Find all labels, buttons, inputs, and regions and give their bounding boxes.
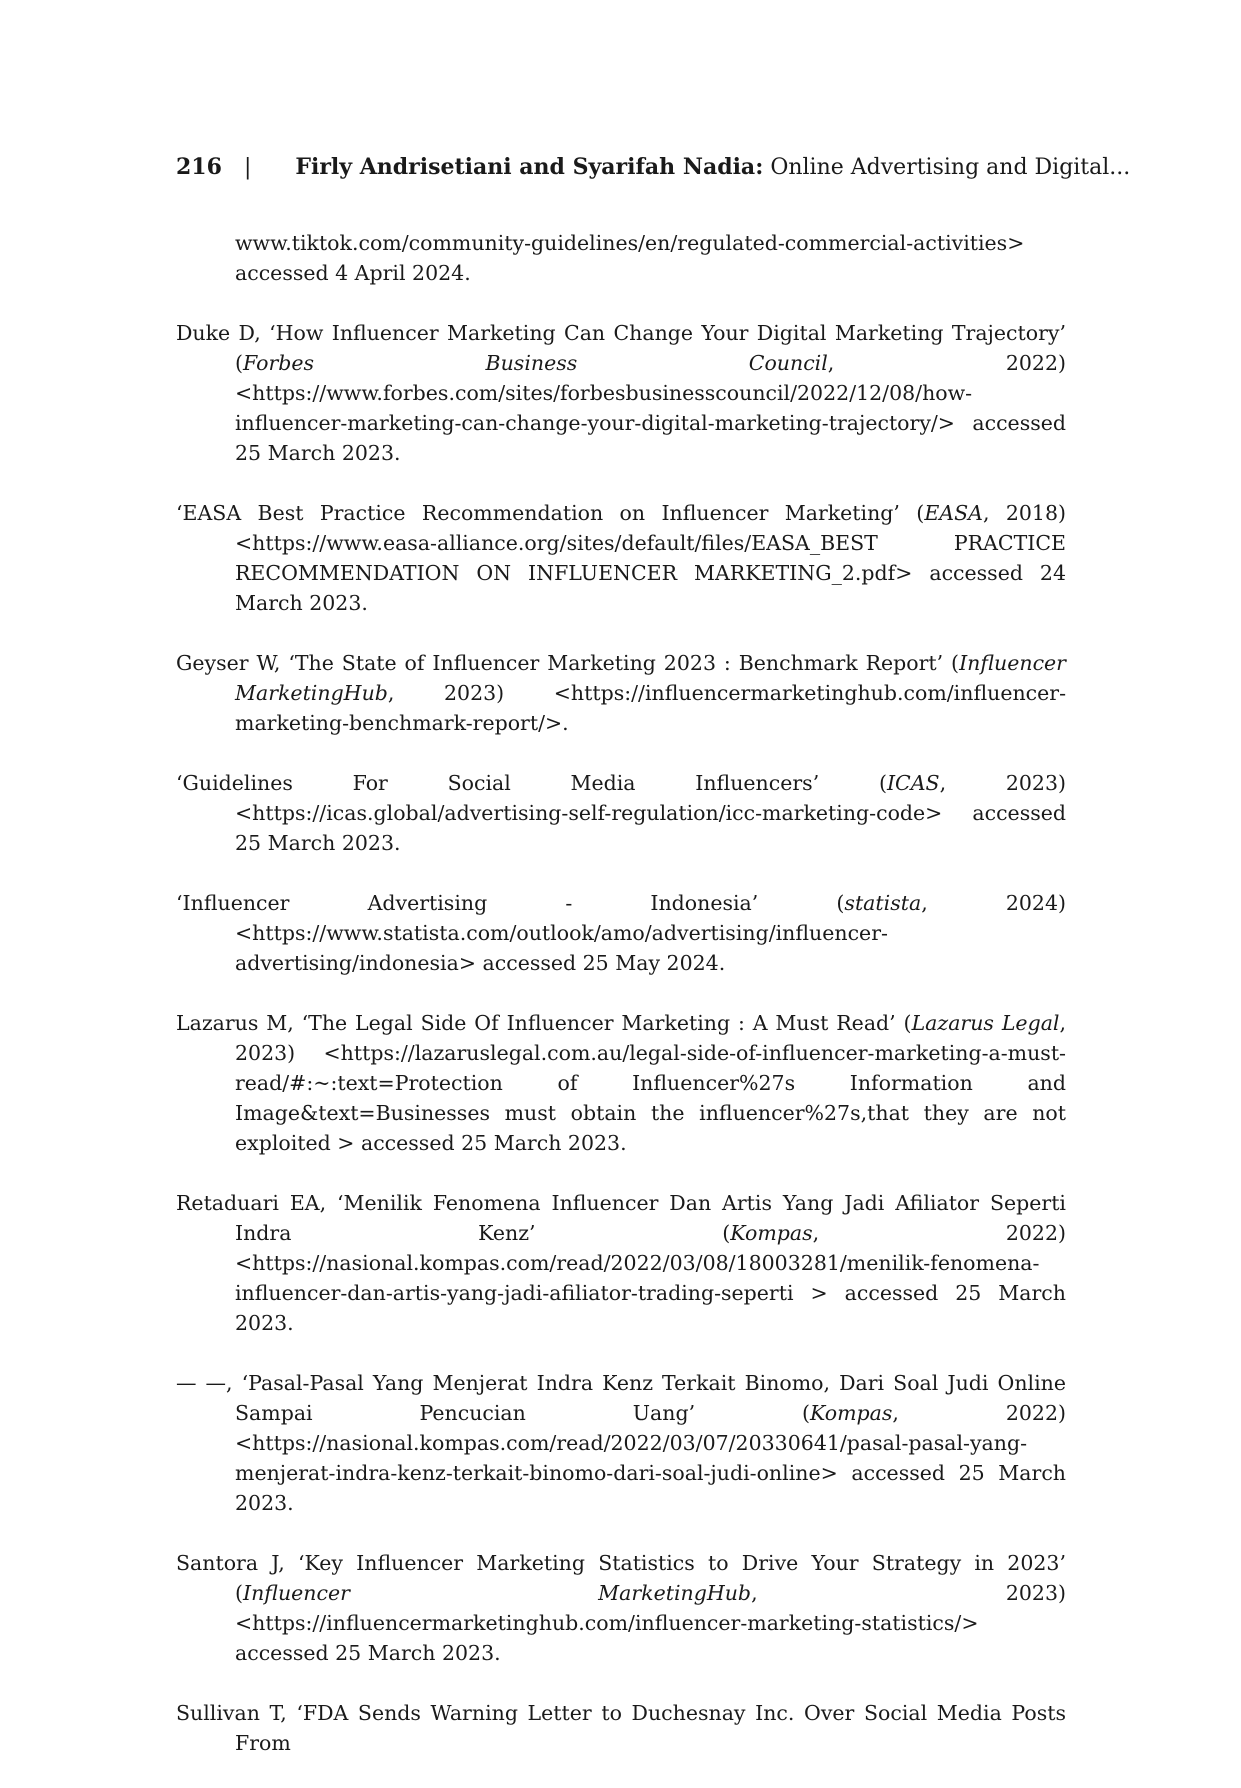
reference-entry — [176, 648, 1066, 738]
reference-source: EASA — [924, 501, 983, 525]
reference-text: ‘Influencer Advertising - Indonesia’ ( — [176, 891, 845, 915]
reference-entry — [176, 228, 1066, 288]
reference-list — [176, 228, 1066, 1788]
reference-text: , 2023) <https://icas.global/advertising-self-regulation/icc-marketing-code> accessed 25 March 2023. — [235, 771, 1067, 855]
reference-text: , 2023) <https://lazaruslegal.com.au/legal-side-of-influencer-marketing-a-must-read/#:~:text=Protection of Influencer%27s Information and Image&text=Businesses must obtain the influencer%27s,that they are not exploited > accessed 25 March 2023. — [235, 1011, 1066, 1155]
reference-text: Sullivan T, ‘FDA Sends Warning Letter to Duchesnay Inc. Over Social Media Posts From — [176, 1701, 1066, 1755]
reference-text: , 2022) <https://nasional.kompas.com/read/2022/03/08/18003281/menilik-fenomena-influencer-dan-artis-yang-jadi-afiliator-trading-seperti > accessed 25 March 2023. — [235, 1221, 1066, 1335]
reference-text: Geyser W, ‘The State of Influencer Marketing 2023 : Benchmark Report’ ( — [176, 651, 960, 675]
reference-source: Kompas — [730, 1221, 813, 1245]
reference-text: www.tiktok.com/community-guidelines/en/regulated-commercial-activities> accessed 4 April 2024. — [235, 231, 1025, 285]
reference-source: ICAS — [886, 771, 940, 795]
reference-source: Forbes Business Council — [243, 351, 828, 375]
running-header — [176, 152, 1131, 183]
reference-entry — [176, 888, 1066, 978]
reference-text: , 2022) <https://www.forbes.com/sites/forbesbusinesscouncil/2022/12/08/how-influencer-marketing-can-change-your-digital-marketing-trajectory/> accessed 25 March 2023. — [235, 351, 1066, 465]
reference-source: Influencer MarketingHub — [235, 651, 1066, 705]
reference-text: Lazarus M, ‘The Legal Side Of Influencer Marketing : A Must Read’ ( — [176, 1011, 912, 1035]
page-number: 216 — [176, 154, 222, 180]
reference-entry — [176, 1008, 1066, 1158]
reference-source: statista — [844, 891, 922, 915]
reference-text: Santora J, ‘Key Influencer Marketing Statistics to Drive Your Strategy in 2023’ ( — [176, 1551, 1066, 1605]
reference-text: , 2024) <https://www.statista.com/outlook/amo/advertising/influencer-advertising/indonesia> accessed 25 May 2024. — [235, 891, 1066, 975]
reference-text: ‘Guidelines For Social Media Influencers’ ( — [176, 771, 887, 795]
reference-text: , 2018) <https://www.easa-alliance.org/sites/default/files/EASA_BEST PRACTICE RECOMMENDATION ON INFLUENCER MARKETING_2.pdf> accessed 24 March 2023. — [235, 501, 1066, 615]
header-authors: Firly Andrisetiani and Syarifah Nadia: — [295, 154, 764, 180]
reference-text: ‘EASA Best Practice Recommendation on Influencer Marketing’ ( — [176, 501, 925, 525]
reference-entry — [176, 318, 1066, 468]
reference-entry — [176, 498, 1066, 618]
reference-text: , 2022) <https://nasional.kompas.com/read/2022/03/07/20330641/pasal-pasal-yang-menjerat-indra-kenz-terkait-binomo-dari-soal-judi-online> accessed 25 March 2023. — [235, 1401, 1066, 1515]
header-title: Online Advertising and Digital... — [770, 155, 1131, 180]
reference-entry — [176, 1548, 1066, 1668]
reference-text: Duke D, ‘How Influencer Marketing Can Change Your Digital Marketing Trajectory’ ( — [176, 321, 1066, 375]
reference-entry — [176, 1188, 1066, 1338]
reference-text: , 2023) <https://influencermarketinghub.com/influencer-marketing-statistics/> accessed 25 March 2023. — [235, 1581, 1066, 1665]
reference-text: — —, ‘Pasal-Pasal Yang Menjerat Indra Kenz Terkait Binomo, Dari Soal Judi Online Sampai Pencucian Uang’ ( — [176, 1371, 1066, 1425]
reference-text: , 2023) <https://influencermarketinghub.com/influencer-marketing-benchmark-report/>. — [235, 681, 1066, 735]
reference-source: Kompas — [809, 1401, 893, 1425]
reference-source: Lazarus Legal — [911, 1011, 1060, 1035]
reference-text: Retaduari EA, ‘Menilik Fenomena Influencer Dan Artis Yang Jadi Afiliator Seperti Indra Kenz’ ( — [176, 1191, 1066, 1245]
reference-source: Influencer MarketingHub — [243, 1581, 752, 1605]
header-separator: | — [243, 155, 252, 180]
reference-entry — [176, 1698, 1066, 1758]
reference-entry — [176, 1368, 1066, 1518]
reference-entry — [176, 768, 1066, 858]
